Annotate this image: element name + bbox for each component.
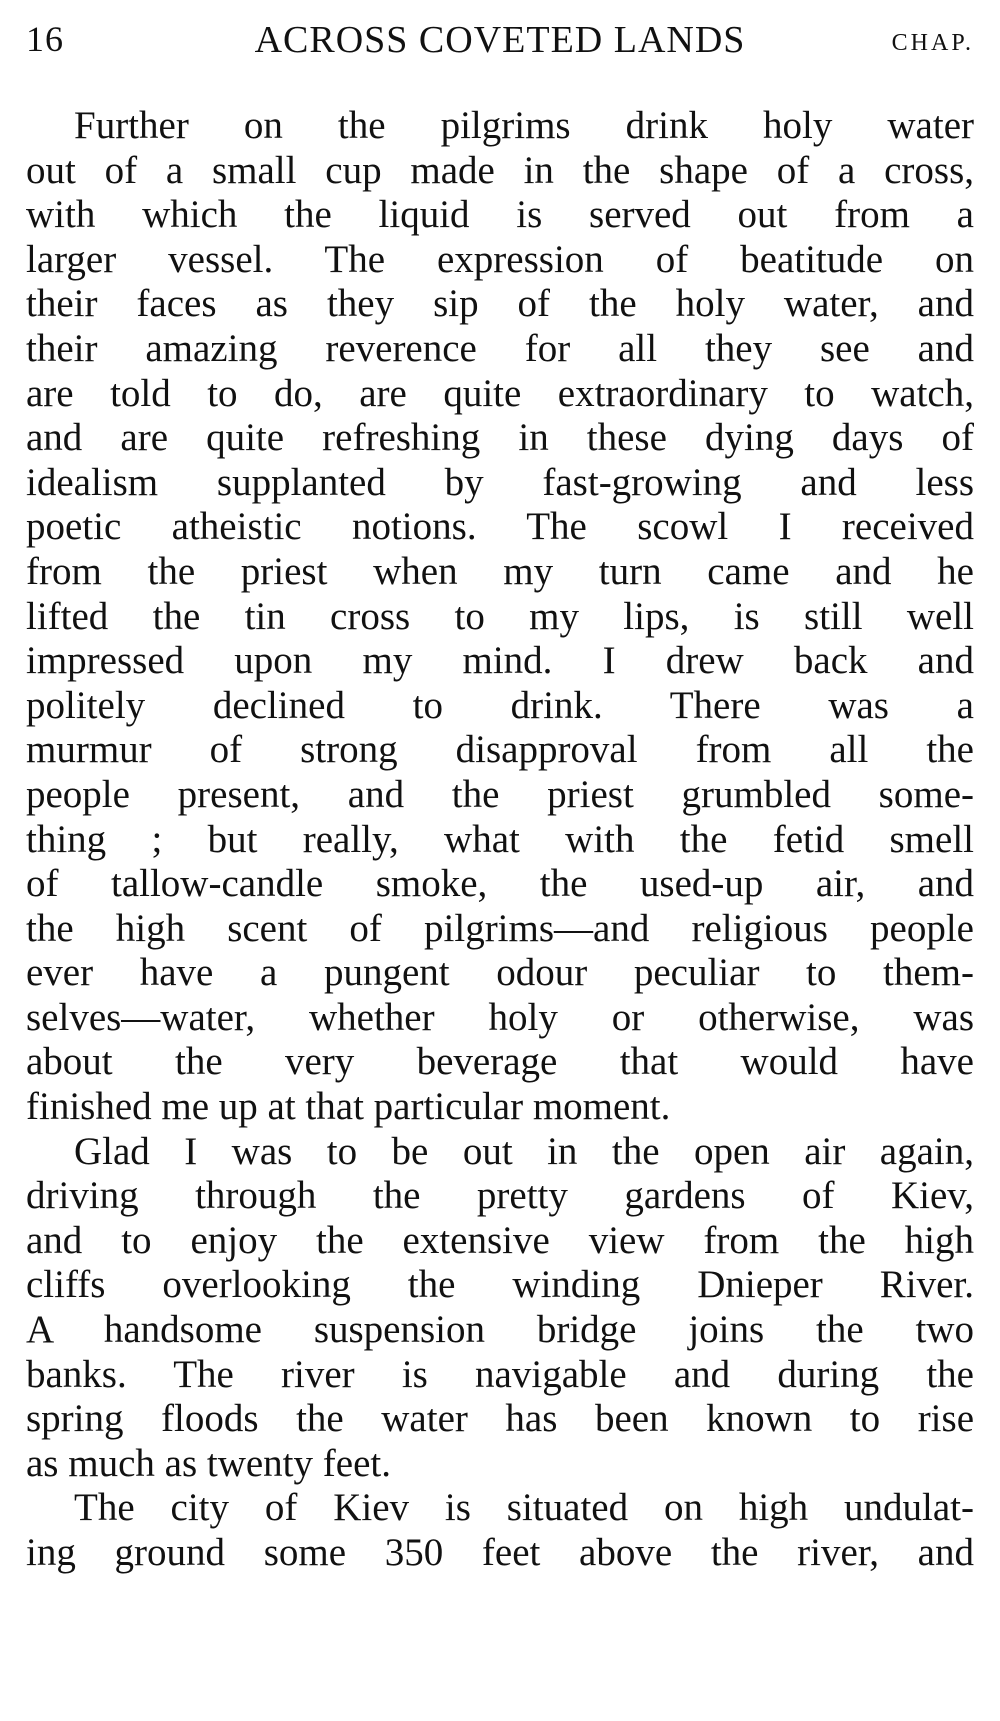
text-line: their amazing reverence for all they see and: [26, 326, 974, 370]
text-line: the high scent of pilgrims—and religious people: [26, 906, 974, 950]
paragraph-1: [26, 104, 974, 1130]
text-line: out of a small cup made in the shape of a cross,: [26, 148, 974, 192]
text-line: ever have a pungent odour peculiar to them-: [26, 951, 974, 995]
text-line: impressed upon my mind. I drew back and: [26, 639, 974, 683]
text-line: people present, and the priest grumbled some-: [26, 772, 974, 816]
text-line: with which the liquid is served out from a: [26, 193, 974, 237]
text-line: Glad I was to be out in the open air again,: [74, 1129, 974, 1173]
text-line: lifted the tin cross to my lips, is still well: [26, 594, 974, 638]
text-line: cliffs overlooking the winding Dnieper River.: [26, 1263, 974, 1307]
text-line: idealism supplanted by fast-growing and less: [26, 460, 974, 504]
text-line: Further on the pilgrims drink holy water: [74, 104, 974, 147]
text-line: about the very beverage that would have: [26, 1040, 974, 1084]
text-line: ing ground some 350 feet above the river, and: [26, 1531, 974, 1574]
page-header: [26, 12, 974, 72]
page-number: 16: [26, 19, 64, 59]
text-line: driving through the pretty gardens of Kiev,: [26, 1174, 974, 1218]
text-line: of tallow-candle smoke, the used-up air, and: [26, 862, 974, 906]
text-line: larger vessel. The expression of beatitude on: [26, 237, 974, 281]
text-line: spring floods the water has been known to rise: [26, 1397, 974, 1441]
text-line: their faces as they sip of the holy water, and: [26, 282, 974, 326]
text-line: politely declined to drink. There was a: [26, 683, 974, 727]
text-line: finished me up at that particular moment.: [26, 1085, 671, 1129]
text-line: selves—water, whether holy or otherwise, was: [26, 995, 974, 1039]
paragraph-2: [26, 1130, 974, 1487]
text-line: are told to do, are quite extraordinary to watch,: [26, 371, 974, 415]
text-line: murmur of strong disapproval from all the: [26, 728, 974, 772]
paragraph-3: [26, 1486, 974, 1575]
text-line: The city of Kiev is situated on high undulat-: [74, 1486, 974, 1530]
text-line: and are quite refreshing in these dying days of: [26, 416, 974, 460]
text-line: from the priest when my turn came and he: [26, 549, 974, 593]
body-text: [26, 104, 974, 1576]
text-line: thing ; but really, what with the fetid smell: [26, 817, 974, 861]
running-title: ACROSS COVETED LANDS: [254, 19, 746, 61]
text-line: banks. The river is navigable and during the: [26, 1352, 974, 1396]
text-line: as much as twenty feet.: [26, 1441, 391, 1485]
text-line: A handsome suspension bridge joins the two: [26, 1308, 974, 1352]
text-line: poetic atheistic notions. The scowl I received: [26, 505, 974, 549]
text-line: and to enjoy the extensive view from the high: [26, 1218, 974, 1262]
chapter-label: CHAP.: [891, 30, 974, 56]
